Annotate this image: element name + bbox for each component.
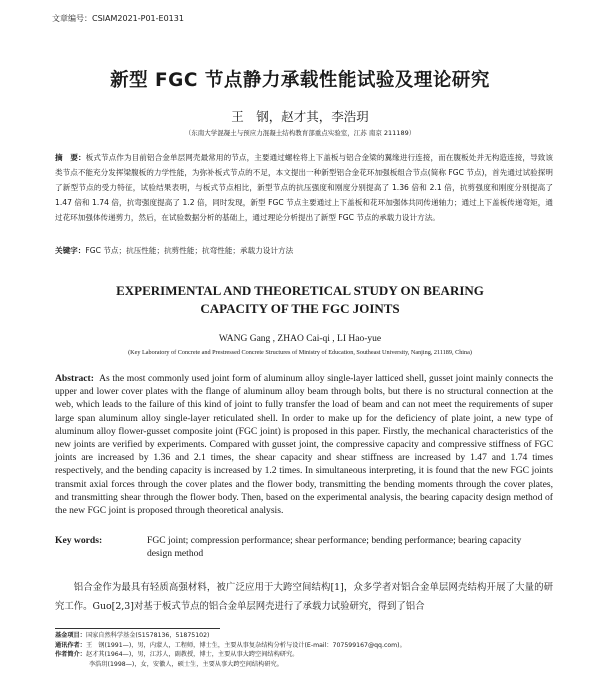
- footnotes: [55, 631, 555, 669]
- footnote-author-bio-2: 李浩玥(1998—)，女，安徽人，硕士生，主要从事大跨空间结构研究。: [89, 660, 283, 668]
- chinese-abstract: [55, 150, 553, 225]
- chinese-affiliation: （东南大学混凝土与预应力混凝土结构教育部重点实验室，江苏 南京 211189）: [184, 129, 416, 137]
- chinese-keywords-text: FGC 节点；抗压性能；抗剪性能；抗弯性能；承载力设计方法: [85, 246, 294, 255]
- english-abstract-text: As the most commonly used joint form of aluminum alloy single-layer latticed shell, gusset joint mainly connects the upper and lower cover plates with the flange of aluminum alloy beam through bolts, but there is no structural connection at the web, which leads to the failure of this kind of joint to fully transfer the load of beam and can not meet the requirements of super large span aluminum alloy single-layer reticulated shell. In order to make up for the deficiency of plate joint, a new type of aluminum alloy flower-gusset composite joint (FGC joint) is proposed in this paper. Firstly, the mechanical characteristics of the new joints are verified by experiments. Compared with gusset joint, the compressive capacity and compressive stiffness of FGC joints are increased by 1.36 and 2.1 times, the shear capacity and shear stiffness are increased by 1.47 and 1.74 times respectively, and the bending capacity is increased by 1.2 times. In simultaneous interpreting, it is found that the new FGC joints transmit axial forces through the cover plates and the flower body, transmitting the bending moments through the cover plates, and transmitting shear through the flower body. Then, based on the experimental analysis, the bearing capacity design method of the new FGC joint is proposed through theoretical analysis.: [55, 373, 553, 517]
- footnote-fund: 基金项目：国家自然科学基金(51578136，51875102): [55, 632, 210, 639]
- english-title: [0, 282, 600, 318]
- chinese-abstract-label: 摘 要：: [55, 153, 86, 162]
- english-title-line-2: CAPACITY OF THE FGC JOINTS: [200, 301, 400, 316]
- english-keywords: [55, 534, 553, 560]
- chinese-keywords: [55, 245, 553, 256]
- chinese-abstract-text: 板式节点作为目前铝合金单层网壳最常用的节点，主要通过螺栓将上下盖板与铝合金梁的翼缘进行连接，而在腹板处并无构造连接，导致该类节点不能充分发挥梁腹板的力学性能，为弥补板式节点的不足，本文提出一种新型铝合金花环加强板组合节点(简称 FGC 节点)，首先通过试验探明了新型节点的受力特征，试验结果表明，与板式节点相比，新型节点的抗压强度和刚度分别提高了 1.36 倍和 2.1 倍，抗剪强度和刚度分别提高了 1.47 倍和 1.74 倍，抗弯强度提高了 1.2 倍，同时发现，新型 FGC 节点主要通过上下盖板和花环加强体共同传递轴力；通过上下盖板传递弯矩，通过花环加强体传递剪力，然后，在试验数据分析的基础上，通过理论分析提出了新型 FGC 节点的承载力设计方法。: [55, 153, 553, 222]
- chinese-title: 新型 FGC 节点静力承载性能试验及理论研究: [110, 70, 490, 91]
- english-keywords-text: FGC joint; compression performance; shear performance; bending performance; bearing capacity design method: [147, 535, 522, 559]
- chinese-keywords-label: 关键字：: [55, 246, 86, 255]
- english-title-line-1: EXPERIMENTAL AND THEORETICAL STUDY ON BEARING: [116, 283, 484, 298]
- article-number: 文章编号：CSIAM2021-P01-E0131: [52, 14, 184, 23]
- english-keywords-label: Key words:: [55, 535, 103, 546]
- footnote-author-bio: 作者简介：赵才其(1964—)，男，江苏人，副教授，博士，主要从事大跨空间结构研究。: [55, 651, 299, 659]
- body-paragraph: 铝合金作为最具有轻质高强材料，被广泛应用于大跨空间结构[1]，众多学者对铝合金单层网壳结构开展了大量的研究工作。Guo[2,3]对基于板式节点的铝合金单层网壳进行了承载力试验研究，得到了铝合: [55, 582, 553, 612]
- english-abstract-label: Abstract:: [55, 373, 94, 384]
- chinese-authors: 王 钢，赵才其，李浩玥: [231, 109, 369, 124]
- english-affiliation: (Key Laboratory of Concrete and Prestressed Concrete Structures of Ministry of Education, Southeast University, Nanjing, 211189, China): [128, 349, 472, 356]
- english-authors: WANG Gang , ZHAO Cai-qi , LI Hao-yue: [218, 334, 382, 344]
- english-abstract: [55, 372, 553, 517]
- footnote-corresponding-author: 通讯作者：王 钢(1991—)，男，内蒙人，工程师，博士生，主要从事复杂结构分析与设计(E-mail：707599167@qq.com)。: [55, 641, 406, 649]
- footnote-divider: [55, 628, 220, 629]
